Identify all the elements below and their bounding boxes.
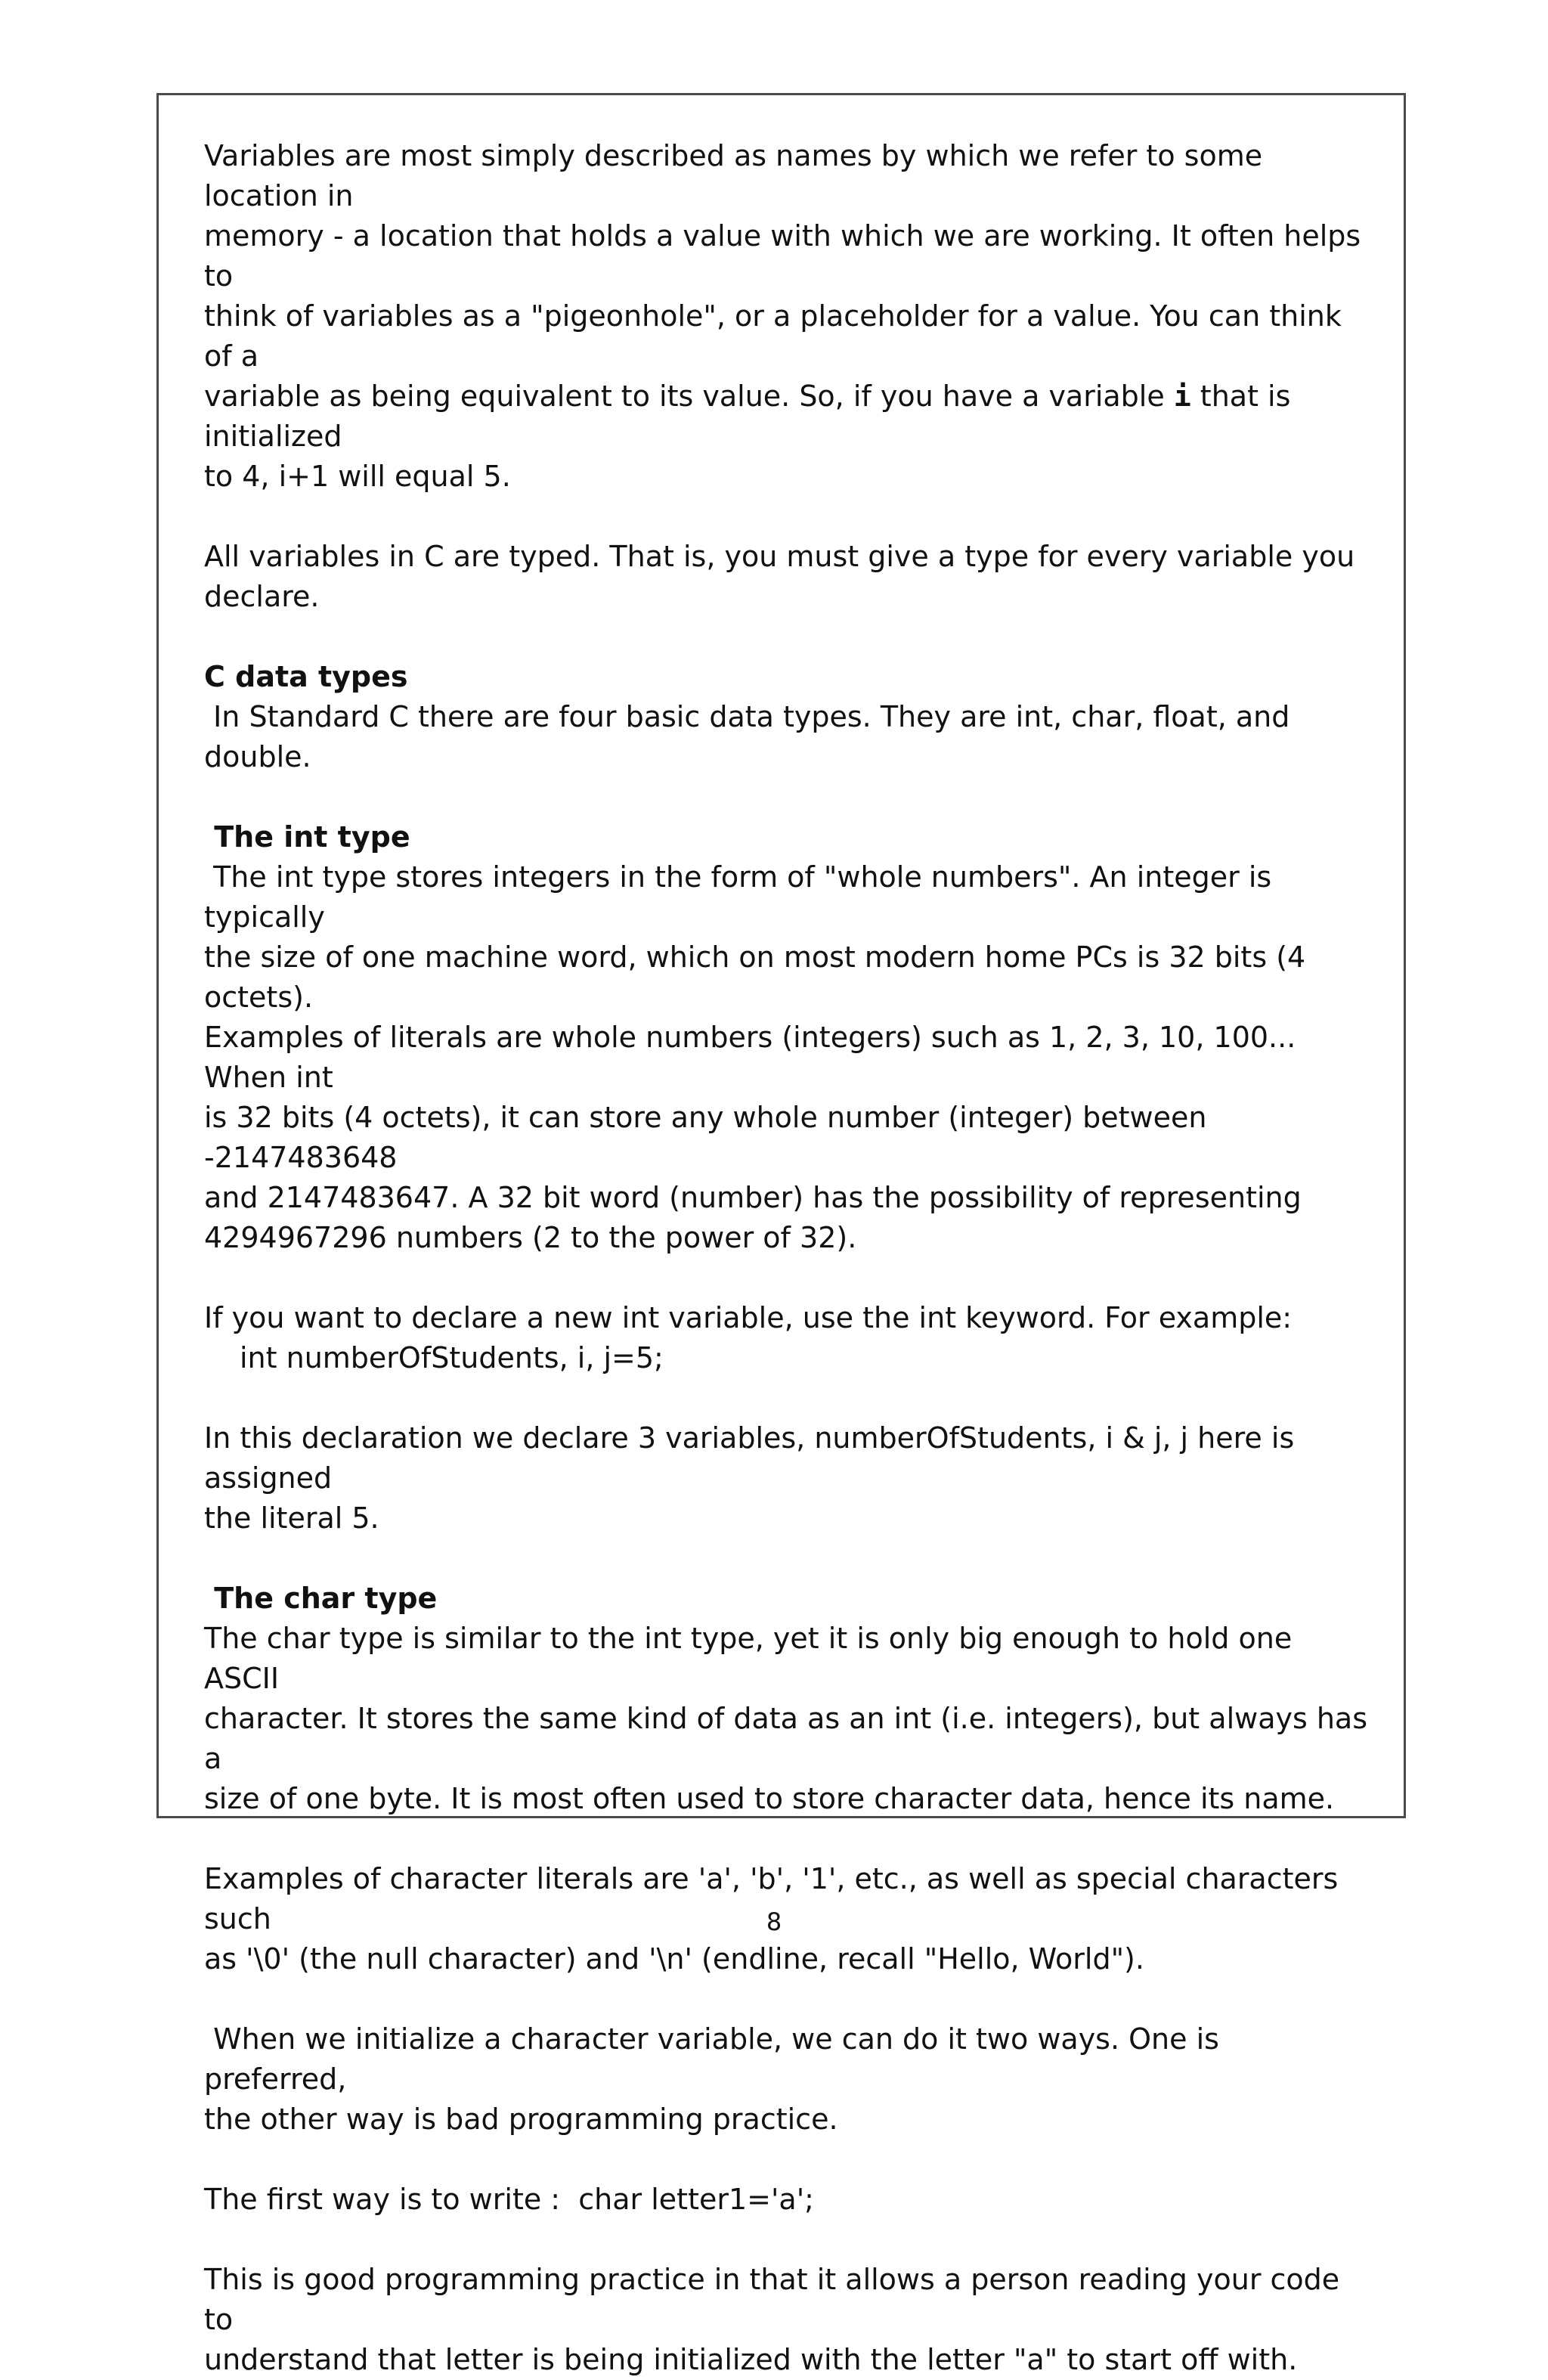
text-line: and 2147483647. A 32 bit word (number) has the possibility of representing — [204, 1181, 1302, 1214]
text-line: The char type is similar to the int type, yet it is only big enough to hold one ASCII — [204, 1622, 1302, 1695]
text-line: Examples of literals are whole numbers (integers) such as 1, 2, 3, 10, 100... When int — [204, 1021, 1305, 1094]
text-line: is 32 bits (4 octets), it can store any whole number (integer) between -2147483648 — [204, 1101, 1216, 1174]
text-line: All variables in C are typed. That is, you must give a type for every variable you — [204, 540, 1355, 573]
text-line: The first way is to write : char letter1='a'; — [204, 2183, 814, 2216]
first-way-paragraph — [204, 2180, 1368, 2220]
declare-paragraph — [204, 1298, 1368, 1378]
document-body — [204, 136, 1377, 2380]
text-fragment: that is initialized — [204, 380, 1300, 453]
text-line: character. It stores the same kind of data as an int (i.e. integers), but always has a — [204, 1702, 1377, 1775]
int-type-section — [204, 817, 1368, 1258]
intro-paragraph — [204, 136, 1368, 497]
text-line: The int type stores integers in the form of "whole numbers". An integer is typically — [204, 860, 1281, 934]
text-line: Variables are most simply described as names by which we refer to some location in — [204, 139, 1272, 212]
page-number: 8 — [766, 1907, 782, 1936]
section-heading: C data types — [204, 660, 408, 693]
text-line: think of variables as a "pigeonhole", or a placeholder for a value. You can think of a — [204, 299, 1351, 373]
code-example: int numberOfStudents, i, j=5; — [240, 1341, 664, 1374]
text-line: In this declaration we declare 3 variables, numberOfStudents, i & j, j here is assigned — [204, 1421, 1304, 1495]
text-line: understand that letter is being initialized with the letter "a" to start off with. — [204, 2343, 1298, 2376]
text-line: the literal 5. — [204, 1501, 379, 1535]
text-line: declare. — [204, 580, 320, 613]
text-line: Examples of character literals are 'a', 'b', '1', etc., as well as special characters such — [204, 1862, 1348, 1935]
char-type-section — [204, 1579, 1377, 1819]
text-line: the other way is bad programming practice. — [204, 2103, 838, 2136]
text-line: If you want to declare a new int variable, use the int keyword. For example: — [204, 1301, 1293, 1334]
section-heading: The int type — [204, 820, 410, 854]
text-line: memory - a location that holds a value with which we are working. It often helps to — [204, 219, 1370, 293]
text-fragment: variable as being equivalent to its value. So, if you have a variable — [204, 380, 1174, 413]
text-line: as '\0' (the null character) and '\n' (endline, recall "Hello, World"). — [204, 1942, 1144, 1976]
text-line: the size of one machine word, which on most modern home PCs is 32 bits (4 octets). — [204, 941, 1315, 1014]
initialize-paragraph — [204, 2019, 1368, 2140]
variable-name: i — [1173, 380, 1191, 413]
section-heading: The char type — [204, 1582, 438, 1615]
text-line: 4294967296 numbers (2 to the power of 32). — [204, 1221, 857, 1254]
data-types-section — [204, 657, 1368, 777]
text-line: This is good programming practice in that it allows a person reading your code to — [204, 2263, 1349, 2336]
declaration-paragraph — [204, 1418, 1368, 1539]
text-line: size of one byte. It is most often used to store character data, hence its name. — [204, 1782, 1335, 1815]
text-line — [204, 377, 1368, 457]
good-practice-paragraph — [204, 2260, 1368, 2380]
typed-paragraph — [204, 537, 1368, 617]
text-line: When we initialize a character variable, we can do it two ways. One is preferred, — [204, 2022, 1229, 2096]
text-line: In Standard C there are four basic data types. They are int, char, float, and double. — [204, 700, 1299, 773]
text-line: to 4, i+1 will equal 5. — [204, 460, 511, 493]
